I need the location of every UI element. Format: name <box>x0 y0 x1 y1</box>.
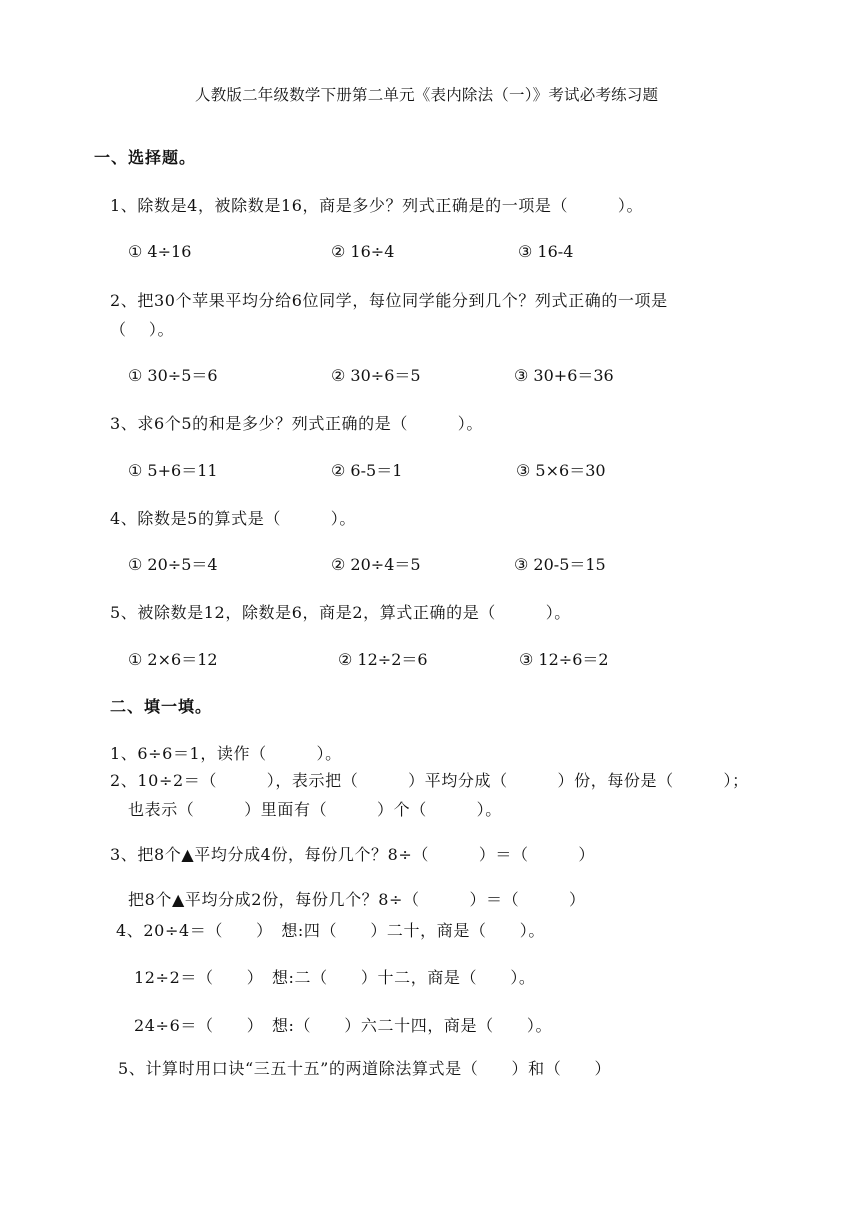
fill-line-5: 5、计算时用口诀“三五十五”的两道除法算式是（ ）和（ ） <box>118 1059 612 1078</box>
fill-line-4c: 24÷6＝（ ） 想:（ ）六二十四，商是（ ）。 <box>134 1016 553 1035</box>
q4-option-2: ② 20÷4＝5 <box>331 555 421 574</box>
fill-line-2-cont: 也表示（ ）里面有（ ）个（ ）。 <box>128 800 502 819</box>
q2-option-2: ② 30÷6＝5 <box>331 366 421 385</box>
section-heading-choice: 一、选择题。 <box>94 148 197 167</box>
q3-option-1: ① 5+6＝11 <box>128 461 218 480</box>
q4-option-3: ③ 20-5＝15 <box>514 555 606 574</box>
q1-option-2: ② 16÷4 <box>331 242 395 261</box>
question-5: 5、被除数是12，除数是6，商是2，算式正确的是（ ）。 <box>110 603 571 622</box>
question-4: 4、除数是5的算式是（ ）。 <box>110 509 356 528</box>
fill-line-3b: 把8个▲平均分成2份，每份几个？8÷（ ）＝（ ） <box>128 890 586 909</box>
q5-option-2: ② 12÷2＝6 <box>338 650 428 669</box>
question-2-cont: （ ）。 <box>110 320 175 339</box>
q3-option-2: ② 6-5＝1 <box>331 461 403 480</box>
fill-line-2: 2、10÷2＝（ ），表示把（ ）平均分成（ ）份，每份是（ ）； <box>110 771 749 790</box>
q1-option-3: ③ 16-4 <box>518 242 574 261</box>
question-2: 2、把30个苹果平均分给6位同学，每位同学能分到几个？列式正确的一项是 <box>110 291 668 310</box>
fill-line-4b: 12÷2＝（ ） 想:二（ ）十二，商是（ ）。 <box>134 968 536 987</box>
q4-option-1: ① 20÷5＝4 <box>128 555 218 574</box>
page-title: 人教版二年级数学下册第二单元《表内除法（一）》考试必考练习题 <box>195 86 659 104</box>
q2-option-1: ① 30÷5＝6 <box>128 366 218 385</box>
question-1: 1、除数是4，被除数是16，商是多少？列式正确是的一项是（ ）。 <box>110 196 644 215</box>
fill-line-1: 1、6÷6＝1，读作（ ）。 <box>110 744 342 763</box>
q3-option-3: ③ 5×6＝30 <box>516 461 606 480</box>
fill-line-4: 4、20÷4＝（ ） 想:四（ ）二十，商是（ ）。 <box>116 921 545 940</box>
q5-option-3: ③ 12÷6＝2 <box>519 650 609 669</box>
question-3: 3、求6个5的和是多少？列式正确的是（ ）。 <box>110 414 483 433</box>
q1-option-1: ① 4÷16 <box>128 242 192 261</box>
q5-option-1: ① 2×6＝12 <box>128 650 218 669</box>
fill-line-3: 3、把8个▲平均分成4份，每份几个？8÷（ ）＝（ ） <box>110 845 596 864</box>
section-heading-fill: 二、填一填。 <box>110 697 213 716</box>
q2-option-3: ③ 30+6＝36 <box>514 366 614 385</box>
